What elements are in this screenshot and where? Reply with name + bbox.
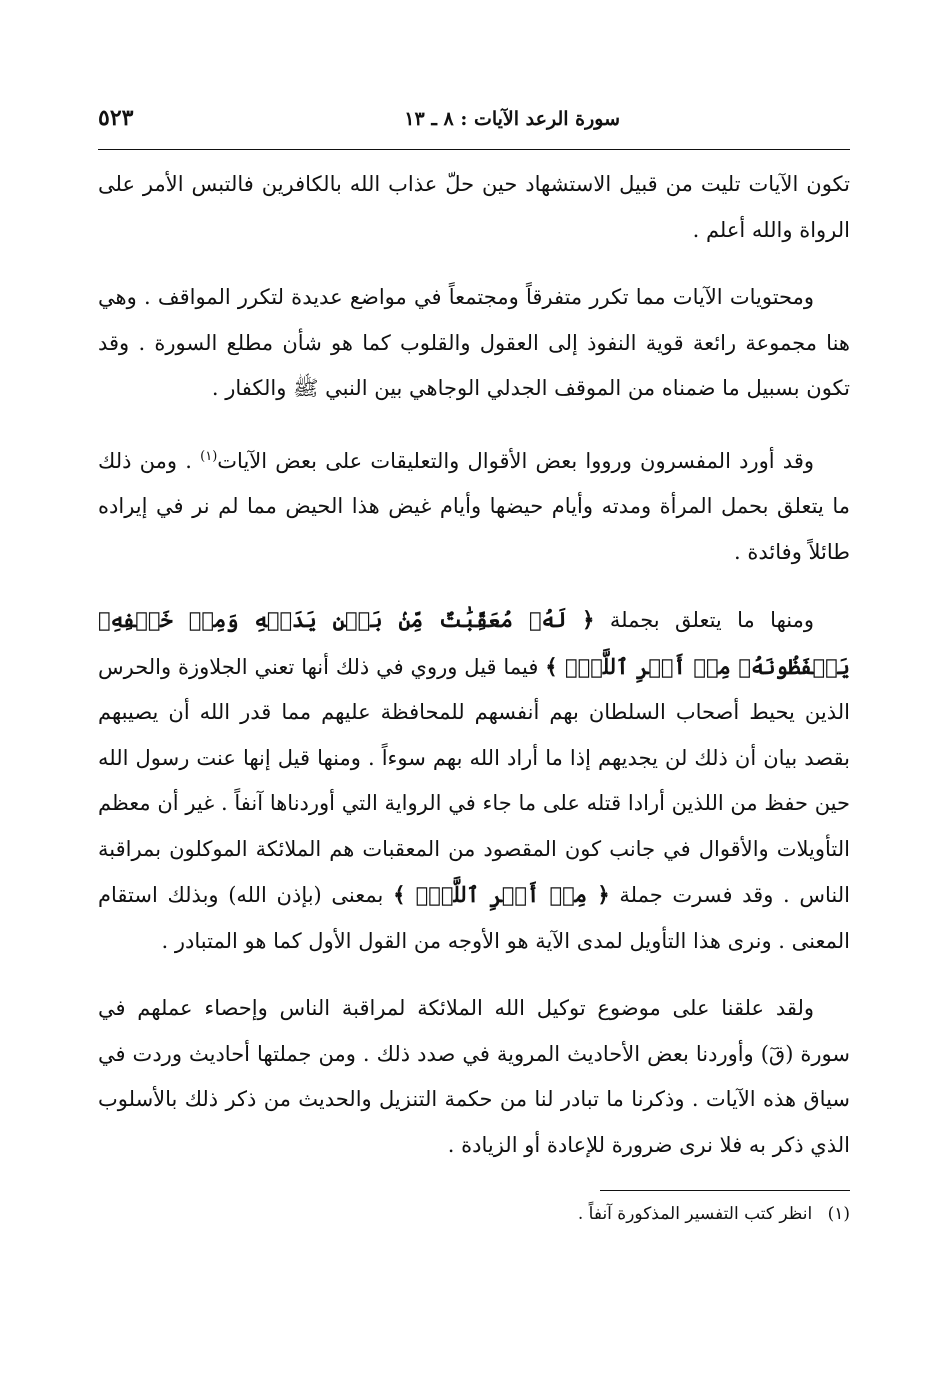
body-text: [98, 162, 850, 1168]
paragraph-4: [98, 597, 850, 964]
paragraph-5: [98, 986, 850, 1168]
page: [98, 105, 850, 1229]
paragraph-2: [98, 275, 850, 412]
paragraph-text: ومنها ما يتعلق بجملة: [609, 608, 814, 632]
footnote-number: (١): [827, 1204, 850, 1224]
footnote-divider: [600, 1190, 850, 1191]
paragraph-text: وقد أورد المفسرون ورووا بعض الأقوال والتعليقات على بعض الآيات: [217, 448, 814, 473]
paragraph-text: تكون الآيات تليت من قبيل الاستشهاد حين حلّ عذاب الله بالكافرين فالتبس الأمر على الرواة والله أعلم .: [98, 172, 850, 242]
paragraph-text: ولقد علقنا على موضوع توكيل الله الملائكة لمراقبة الناس وإحصاء عملهم في سورة (قٓ) وأوردنا بعض الأحاديث المروية في صدد ذلك . ومن جملتها أحاديث وردت في سياق هذه الآيات . وذكرنا ما تبادر لنا من حكمة التنزيل والحديث من ذكر ذلك بالأسلوب الذي ذكر به فلا نرى ضرورة للإعادة أو الزيادة .: [98, 996, 850, 1157]
paragraph-text-continued: فيما قيل وروي في ذلك أنها تعني الجلاوزة والحرس الذين يحيط أصحاب السلطان بهم أنفسهم للمحافظة عليهم مما قدر الله أن يصيبهم بقصد بيان أن ذلك لن يجديهم إذا ما أراد الله بهم سوءاً . ومنها قيل إنها عنت رسول الله حين حفظ من اللذين أرادا قتله على ما جاء في الرواية التي أوردناها آنفاً . غير أن معظم التأويلات والأقوال في جانب كون المقصود من المعقبات هم الملائكة الموكلون بمراقبة الناس . وقد فسرت جملة: [98, 654, 850, 907]
paragraph-text-end: بمعنى (بإذن الله) وبذلك استقام المعنى . ونرى هذا التأويل لمدى الآية هو الأوجه من القول الأول كما هو المتبادر .: [98, 883, 850, 953]
footnote-reference: (١): [200, 448, 218, 464]
quran-verse: ﴿ لَهُۥ مُعَقِّبَٰتٌ مِّنۢ بَيۡنِ يَدَيۡهِ وَمِنۡ خَلۡفِهِۦ يَحۡفَظُونَهُۥ مِنۡ أَمۡرِ ٱللَّهِۗ ﴾: [98, 607, 850, 679]
paragraph-text-continued: . ومن ذلك ما يتعلق بحمل المرأة ومدته وأيام حيضها وأيام غيض هذا الحيض مما لم نر في إيراده طائلاً وفائدة .: [98, 448, 850, 564]
paragraph-text: ومحتويات الآيات مما تكرر متفرقاً ومجتمعاً في مواضع عديدة لتكرر المواقف . وهي هنا مجموعة رائعة قوية النفوذ إلى العقول والقلوب كما هو شأن مطلع السورة . وقد تكون بسبيل ما ضمناه من الموقف الجدلي الوجاهي بين النبي ﷺ والكفار .: [98, 285, 850, 400]
paragraph-1: [98, 162, 850, 253]
page-number: ٥٢٣: [98, 105, 134, 131]
running-title: سورة الرعد الآيات : ٨ ـ ١٣: [404, 108, 620, 130]
quran-verse-2: ﴿ مِنۡ أَمۡرِ ٱللَّهِۗ ﴾: [393, 882, 610, 907]
footnote: [98, 1199, 850, 1229]
footnote-text: انظر كتب التفسير المذكورة آنفاً .: [577, 1204, 813, 1224]
running-header: [98, 105, 850, 150]
paragraph-3: [98, 434, 850, 576]
